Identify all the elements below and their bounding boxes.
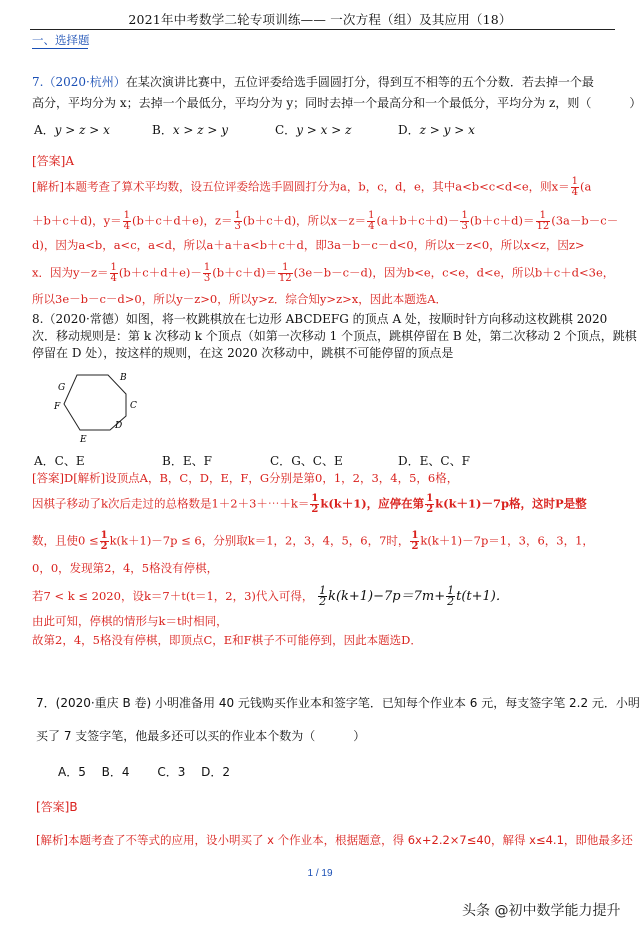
q7b-stem-2: 买了 7 支签字笔，他最多还可以买的作业本个数为（ (36, 729, 316, 743)
q7-option-c-text: y > x > z (296, 123, 352, 137)
q7b-answer: [答案]B (36, 800, 78, 814)
q8-option-d-label: D． (398, 454, 420, 468)
frac-1-3 (234, 211, 242, 232)
q8-stem-line-2: 次．移动规则是：第 k 次移动 k 个顶点（如第一次移动 1 个顶点，跳棋停留在 B 处，第二次移动 2 个顶点，跳棋 (32, 329, 637, 343)
frac-num: 1 (447, 584, 455, 597)
page-header: 2021年中考数学二轮专项训练—— 一次方程（组）及其应用（18） (128, 12, 512, 27)
frac-1-2 (410, 531, 419, 552)
q8-stem-line-1 (32, 311, 607, 327)
frac-num: 1 (571, 176, 579, 187)
frac-num: 1 (426, 493, 434, 504)
frac-den: 3 (461, 221, 468, 232)
frac-1-2 (446, 586, 455, 607)
q8-option-c-text: G、C、E (291, 454, 343, 468)
vertex-label-b: B (120, 373, 127, 383)
frac-1-4 (123, 211, 131, 232)
q8-formula-tail: t(t+1)． (456, 589, 509, 604)
q8-analysis-2c: k(k＋1)－7p＝1，3，6，3，1， (420, 533, 594, 548)
frac-num: 1 (123, 210, 131, 221)
q7-analysis-2a: ＋b＋c＋d)，y＝ (32, 213, 122, 228)
q8-formula-main: k(k+1)−7p＝7m+ (328, 589, 446, 604)
q7-option-b-text: x > z > y (172, 123, 229, 137)
q7-analysis-2c: (b＋c＋d)，所以x－z＝ (242, 213, 367, 228)
q7b-stem-line-1: 7．(2020·重庆 B 卷) 小明准备用 40 元钱购买作业本和签字笔．已知每个作业本 6 元，每支签字笔 2.2 元．小明 (36, 696, 640, 710)
q7-analysis-2e: (b＋c＋d)＝ (469, 213, 535, 228)
frac-1-12 (278, 263, 293, 284)
frac-num: 1 (234, 210, 241, 221)
q7-analysis-2d: (a＋b＋c＋d)－ (376, 213, 460, 228)
q8-option-b-label: B． (162, 454, 183, 468)
frac-den: 2 (447, 595, 455, 608)
q7-option-b-label: B． (152, 123, 173, 137)
q7-option-a (34, 121, 110, 138)
frac-1-4 (367, 211, 375, 232)
q7-analysis-4d: (3e－b－c－d)，因为b<e，c<e，d<e，所以b＋c＋d<3e， (293, 265, 615, 280)
frac-num: 1 (319, 584, 327, 597)
q8-analysis-line-1 (32, 494, 587, 515)
q7-analysis-4a: x．因为y－z＝ (32, 265, 109, 280)
section-title: 一、选择题 (32, 33, 90, 47)
q7-stem-1: 在某次演讲比赛中，五位评委给选手圆圆打分，得到互不相等的五个分数．若去掉一个最 (125, 75, 594, 89)
frac-num: 1 (100, 530, 108, 541)
q7b-stem-2-end: ） (353, 729, 366, 743)
q7-number: 7. (32, 75, 44, 89)
q8-option-d-text: E、C、F (419, 454, 470, 468)
frac-den: 4 (571, 187, 579, 198)
frac-1-3 (203, 263, 211, 284)
q8-source: （2020·常德） (43, 312, 126, 326)
q7-option-c-label: C． (275, 123, 297, 137)
q8-analysis-line-2 (32, 531, 594, 552)
frac-den: 12 (536, 221, 550, 232)
frac-den: 2 (311, 504, 319, 515)
vertex-label-g: G (58, 383, 66, 393)
q8-option-a-label: A． (34, 454, 55, 468)
q7-analysis-line-1 (32, 177, 591, 198)
q8-analysis-2b: k(k＋1)－7p ≤ 6，分别取k＝1，2，3，4，5，6，7时， (109, 533, 410, 548)
frac-num: 1 (110, 262, 117, 273)
frac-num: 1 (311, 493, 319, 504)
q8-analysis-line-3: 0，0，发现第2，4，5格没有停棋， (32, 561, 219, 575)
q8-analysis-line-5: 由此可知，停棋的情形与k＝t时相同， (32, 614, 228, 628)
q7b-analysis: [解析]本题考查了不等式的应用，设小明买了 x 个作业本，根据题意，得 6x+2.2×7≤40，解得 x≤4.1，即他最多还 (36, 833, 633, 847)
q8-stem-1: 如图，将一枚跳棋放在七边形 ABCDEFG 的顶点 A 处，按顺时针方向移动这枚跳棋 2020 (125, 312, 608, 326)
vertex-label-e: E (80, 435, 87, 445)
frac-1-2 (100, 531, 109, 552)
q7-option-a-text: y > z > x (54, 123, 110, 137)
q7-stem-line-2 (32, 95, 641, 111)
frac-num: 1 (411, 530, 419, 541)
q8-analysis-line-6: 故第2，4，5格没有停棋，即顶点C，E和F棋子不可能停到，因此本题选D． (32, 633, 422, 647)
q7-option-d (398, 121, 475, 138)
q7-analysis-2b: (b＋c＋d＋e)，z＝ (132, 213, 233, 228)
q7-analysis-1-tail: (a (580, 179, 592, 194)
q7-option-d-text: z > y > x (419, 123, 475, 137)
q8-option-c (270, 452, 343, 469)
q8-option-a-text: C、E (54, 454, 85, 468)
frac-1-4 (571, 177, 579, 198)
vertex-label-c: C (130, 401, 137, 411)
q7-analysis-line-2 (32, 211, 618, 232)
q8-analysis-1b: k(k＋1)，应停在第 (320, 496, 425, 511)
q7b-options: A．5 B．4 C．3 D．2 (58, 765, 231, 779)
frac-den: 2 (426, 504, 434, 515)
q7-option-b (152, 121, 228, 138)
q8-option-d (398, 452, 470, 469)
q8-analysis-line-4 (32, 586, 509, 607)
q7-analysis-line-5: 所以3e－b－c－d>0，所以y－z>0，所以y>z．综合知y>z>x，因此本题选A． (32, 292, 448, 306)
frac-den: 12 (278, 273, 292, 284)
frac-den: 3 (203, 273, 211, 284)
q8-stem-line-3: 停留在 D 处），按这样的规则，在这 2020 次移动中，跳棋不可能停留的顶点是 (32, 346, 454, 360)
q8-analysis-1a: 因棋子移动了k次后走过的总格数是1＋2＋3＋⋯＋k＝ (32, 496, 310, 511)
q8-option-b-text: E、F (182, 454, 212, 468)
frac-den: 4 (110, 273, 117, 284)
heptagon-figure (50, 368, 150, 448)
q8-option-c-label: C． (270, 454, 292, 468)
frac-den: 3 (234, 221, 241, 232)
q7-option-a-label: A． (34, 123, 55, 137)
q8-answer: [答案]D[解析]设顶点A，B，C，D，E，F，G分别是第0，1，2，3，4，5，6格， (32, 471, 459, 485)
frac-num: 1 (278, 263, 293, 274)
q8-option-b (162, 452, 212, 469)
q7-analysis-4c: (b＋c＋d)＝ (212, 265, 277, 280)
q7-option-c (275, 121, 351, 138)
q7-analysis-line-3: d)，因为a<b，a<c，a<d，所以a＋a＋a<b＋c＋d，即3a－b－c－d<0，所以x－z<0，所以x<z，因z> (32, 238, 585, 252)
q8-analysis-4a: 若7 < k ≤ 2020，设k＝7＋t(t＝1，2，3)代入可得， (32, 589, 314, 603)
q7-stem-2-end: ） (629, 96, 641, 110)
frac-num: 1 (368, 210, 375, 221)
q8-formula (317, 584, 509, 608)
q7-analysis-2f: (3a－b－c－ (551, 213, 619, 228)
q7b-stem-line-2 (36, 728, 365, 744)
frac-den: 4 (368, 221, 375, 232)
frac-den: 4 (123, 221, 131, 232)
frac-1-2 (310, 494, 319, 515)
frac-1-12 (536, 211, 551, 232)
frac-1-2 (318, 586, 327, 607)
q7-stem-line-1 (32, 74, 594, 90)
frac-den: 2 (319, 595, 327, 608)
watermark-text: 头条 @初中数学能力提升 (462, 903, 621, 919)
q7-option-d-label: D． (398, 123, 420, 137)
q8-option-a (34, 452, 85, 469)
header-divider (30, 29, 615, 30)
page-number: 1 / 19 (307, 868, 333, 879)
vertex-label-d: D (115, 421, 123, 431)
q7-analysis-line-4 (32, 263, 614, 284)
frac-1-2 (425, 494, 434, 515)
frac-num: 1 (536, 211, 551, 222)
frac-num: 1 (461, 210, 468, 221)
q7-analysis-4b: (b＋c＋d＋e)－ (118, 265, 202, 280)
source-watermark (462, 900, 620, 920)
q8-analysis-2a: 数，且使0 ≤ (32, 533, 99, 548)
frac-den: 2 (100, 541, 108, 552)
q8-number: 8. (32, 312, 44, 326)
vertex-label-f: F (54, 402, 61, 412)
frac-1-3 (460, 211, 468, 232)
frac-1-4 (110, 263, 118, 284)
q8-analysis-1c: k(k＋1)－7p格，这时P是整 (435, 496, 587, 511)
frac-den: 2 (411, 541, 419, 552)
frac-num: 1 (203, 262, 211, 273)
section-underline (32, 48, 88, 49)
q7-stem-2: 高分，平均分为 x；去掉一个最低分，平均分为 y；同时去掉一个最高分和一个最低分，平均分为 z，则（ (32, 96, 592, 110)
q7-answer: [答案]A (32, 154, 75, 168)
q7-source: （2020·杭州） (43, 75, 126, 89)
q7-analysis-1: [解析]本题考查了算术平均数，设五位评委给选手圆圆打分为a，b，c，d，e，其中a<b<c<d<e，则x＝ (32, 179, 570, 194)
